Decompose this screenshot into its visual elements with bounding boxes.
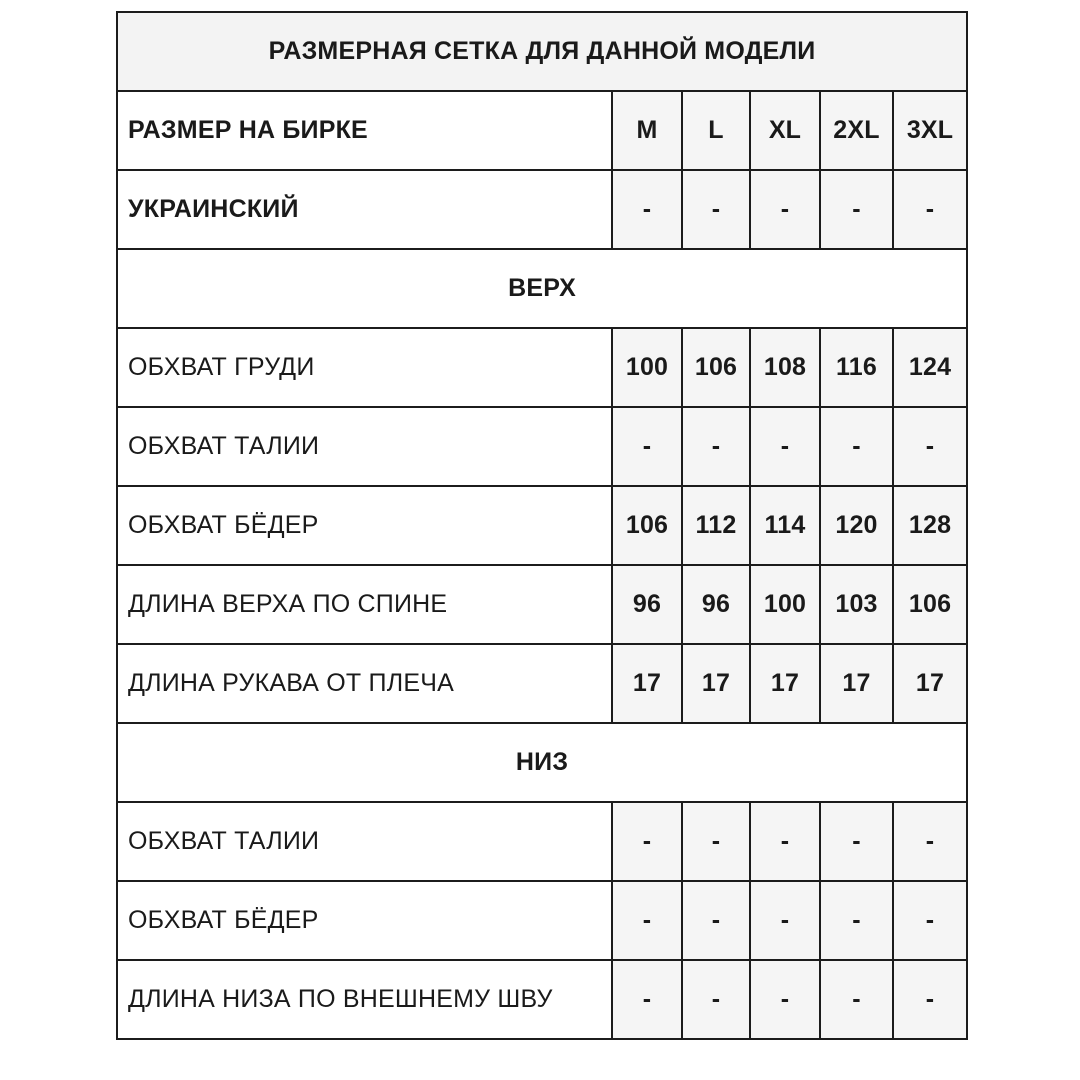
table-cell: 17	[750, 644, 820, 723]
section-title-top: ВЕРХ	[117, 249, 967, 328]
table-cell: 100	[612, 328, 682, 407]
table-cell: -	[682, 407, 750, 486]
table-cell: 100	[750, 565, 820, 644]
table-cell: -	[820, 881, 893, 960]
table-cell: 96	[612, 565, 682, 644]
table-cell: -	[893, 802, 967, 881]
size-header-m: M	[612, 91, 682, 170]
table-row	[117, 170, 967, 249]
table-row	[117, 565, 967, 644]
table-cell: 114	[750, 486, 820, 565]
section-title-bottom: НИЗ	[117, 723, 967, 802]
table-cell: 106	[612, 486, 682, 565]
table-cell: 112	[682, 486, 750, 565]
table-cell: -	[750, 881, 820, 960]
table-cell: -	[820, 407, 893, 486]
size-header-row	[117, 91, 967, 170]
table-cell: -	[682, 802, 750, 881]
table-cell: 17	[820, 644, 893, 723]
table-cell: -	[750, 960, 820, 1039]
table-cell: -	[750, 802, 820, 881]
table-row	[117, 644, 967, 723]
table-cell: -	[893, 170, 967, 249]
row-label: ОБХВАТ ГРУДИ	[117, 328, 612, 407]
section-row-top	[117, 249, 967, 328]
table-cell: 120	[820, 486, 893, 565]
table-cell: -	[612, 881, 682, 960]
table-cell: -	[820, 170, 893, 249]
size-header-l: L	[682, 91, 750, 170]
size-header-3xl: 3XL	[893, 91, 967, 170]
table-cell: -	[612, 407, 682, 486]
table-cell: -	[612, 960, 682, 1039]
size-header-2xl: 2XL	[820, 91, 893, 170]
table-cell: 17	[893, 644, 967, 723]
table-cell: -	[612, 802, 682, 881]
row-label-ukrainian: УКРАИНСКИЙ	[117, 170, 612, 249]
row-label: ДЛИНА РУКАВА ОТ ПЛЕЧА	[117, 644, 612, 723]
row-label: ДЛИНА ВЕРХА ПО СПИНЕ	[117, 565, 612, 644]
table-cell: -	[682, 960, 750, 1039]
table-cell: -	[893, 960, 967, 1039]
title-row	[117, 12, 967, 91]
table-cell: -	[612, 170, 682, 249]
table-row	[117, 407, 967, 486]
size-header-label: РАЗМЕР НА БИРКЕ	[117, 91, 612, 170]
table-cell: -	[682, 881, 750, 960]
table-cell: -	[820, 802, 893, 881]
table-cell: -	[750, 170, 820, 249]
row-label: ОБХВАТ БЁДЕР	[117, 881, 612, 960]
table-row	[117, 881, 967, 960]
table-title: РАЗМЕРНАЯ СЕТКА ДЛЯ ДАННОЙ МОДЕЛИ	[117, 12, 967, 91]
table-cell: 128	[893, 486, 967, 565]
table-row	[117, 802, 967, 881]
table-cell: 17	[612, 644, 682, 723]
section-row-bottom	[117, 723, 967, 802]
table-row	[117, 960, 967, 1039]
size-chart-table	[116, 11, 968, 1040]
table-cell: -	[893, 881, 967, 960]
table-cell: 108	[750, 328, 820, 407]
row-label: ОБХВАТ ТАЛИИ	[117, 407, 612, 486]
row-label: ОБХВАТ ТАЛИИ	[117, 802, 612, 881]
table-cell: -	[682, 170, 750, 249]
table-cell: 106	[893, 565, 967, 644]
table-row	[117, 328, 967, 407]
size-header-xl: XL	[750, 91, 820, 170]
table-cell: 106	[682, 328, 750, 407]
row-label: ОБХВАТ БЁДЕР	[117, 486, 612, 565]
table-row	[117, 486, 967, 565]
table-cell: 96	[682, 565, 750, 644]
table-cell: -	[893, 407, 967, 486]
row-label: ДЛИНА НИЗА ПО ВНЕШНЕМУ ШВУ	[117, 960, 612, 1039]
table-cell: -	[750, 407, 820, 486]
table-cell: 103	[820, 565, 893, 644]
table-cell: -	[820, 960, 893, 1039]
table-cell: 116	[820, 328, 893, 407]
table-cell: 17	[682, 644, 750, 723]
table-cell: 124	[893, 328, 967, 407]
